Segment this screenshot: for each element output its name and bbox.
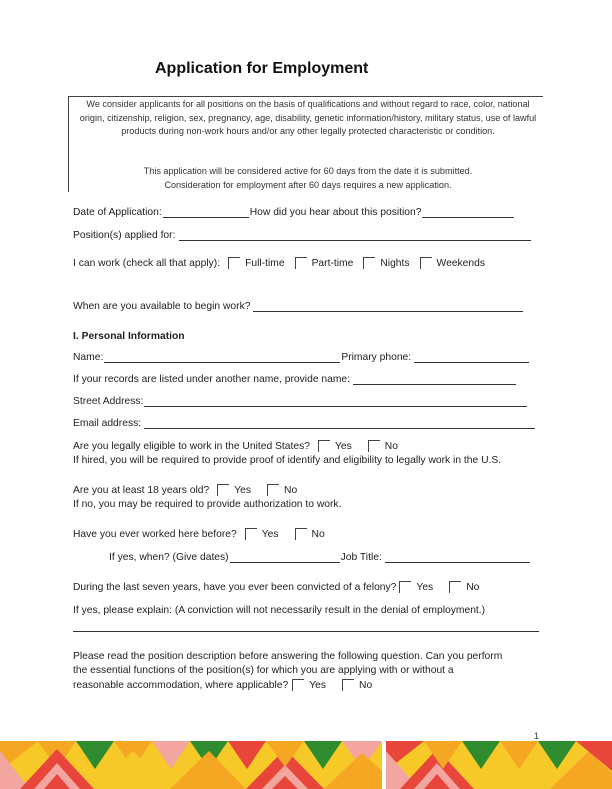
name-field[interactable] xyxy=(104,353,340,363)
eligible-question: Are you legally eligible to work in the United States? xyxy=(73,441,310,452)
age-question: Are you at least 18 years old? xyxy=(73,485,210,496)
name-label: Name: xyxy=(73,352,104,363)
street-address-label: Street Address: xyxy=(73,396,144,407)
worked-here-no-checkbox[interactable] xyxy=(295,528,307,540)
other-name-field[interactable] xyxy=(353,375,516,385)
reapply-note: Consideration for employment after 60 days requires a new application. xyxy=(164,179,452,190)
age-yes-checkbox[interactable] xyxy=(217,484,229,496)
job-title-field[interactable] xyxy=(385,553,530,563)
email-field[interactable] xyxy=(144,419,535,429)
felony-no-label: No xyxy=(466,582,480,593)
worked-here-no-label: No xyxy=(311,529,325,540)
worked-here-question: Have you ever worked here before? xyxy=(73,529,237,540)
if-yes-when-label: If yes, when? (Give dates) xyxy=(109,552,229,563)
positions-label: Position(s) applied for: xyxy=(73,230,176,241)
part-time-checkbox[interactable] xyxy=(295,257,307,269)
how-heard-field[interactable] xyxy=(422,208,514,218)
page-number: 1 xyxy=(534,731,540,741)
age-no-checkbox[interactable] xyxy=(267,484,279,496)
full-time-label: Full-time xyxy=(245,258,285,269)
can-work-label: I can work (check all that apply): xyxy=(73,258,221,269)
date-of-application-field[interactable] xyxy=(163,208,249,218)
positions-field[interactable] xyxy=(179,231,531,241)
primary-phone-label: Primary phone: xyxy=(341,352,412,363)
felony-yes-checkbox[interactable] xyxy=(399,581,411,593)
nights-checkbox[interactable] xyxy=(363,257,375,269)
weekends-checkbox[interactable] xyxy=(420,257,432,269)
eligible-no-label: No xyxy=(384,441,398,452)
weekends-label: Weekends xyxy=(436,258,485,269)
eligible-note: If hired, you will be required to provide proof of identify and eligibility to legally work in the U.S. xyxy=(73,455,502,466)
eligible-no-checkbox[interactable] xyxy=(368,440,380,452)
eeo-statement: We consider applicants for all positions on the basis of qualifications and without regard to race, color, national origin, citizenship, religion, sex, pregnancy, age, disability, genetic information/history, military status, use of lawful products during non-work hours and/or any other legally protected characteristic or condition. xyxy=(79,99,537,137)
age-yes-label: Yes xyxy=(234,485,252,496)
eligible-yes-label: Yes xyxy=(334,441,352,452)
felony-question: During the last seven years, have you ever been convicted of a felony? xyxy=(73,582,397,593)
nights-label: Nights xyxy=(380,258,410,269)
available-label: When are you available to begin work? xyxy=(73,301,251,312)
full-time-checkbox[interactable] xyxy=(228,257,240,269)
part-time-label: Part-time xyxy=(311,258,354,269)
worked-here-yes-label: Yes xyxy=(261,529,279,540)
worked-here-yes-checkbox[interactable] xyxy=(245,528,257,540)
essential-functions-line1: Please read the position description before answering the following question. Can you perform xyxy=(73,651,503,662)
essential-yes-label: Yes xyxy=(309,680,327,691)
active-period-note: This application will be considered active for 60 days from the date it is submitted. xyxy=(143,166,473,176)
job-title-label: Job Title: xyxy=(340,552,382,563)
primary-phone-field[interactable] xyxy=(414,353,529,363)
street-address-field[interactable] xyxy=(144,397,527,407)
eligible-yes-checkbox[interactable] xyxy=(318,440,330,452)
essential-functions-line3: reasonable accommodation, where applicable? xyxy=(73,680,289,691)
age-no-label: No xyxy=(284,485,298,496)
page-title: Application for Employment xyxy=(155,60,369,77)
age-note: If no, you may be required to provide authorization to work. xyxy=(73,499,342,510)
essential-yes-checkbox[interactable] xyxy=(292,679,304,691)
felony-yes-label: Yes xyxy=(416,582,434,593)
essential-no-checkbox[interactable] xyxy=(342,679,354,691)
date-of-application-label: Date of Application: xyxy=(73,207,162,218)
decorative-footer-banner xyxy=(0,741,612,789)
other-name-label: If your records are listed under another name, provide name: xyxy=(73,374,351,385)
how-heard-label: How did you hear about this position? xyxy=(249,207,422,218)
available-field[interactable] xyxy=(253,302,523,312)
eeo-notice-box xyxy=(68,96,543,192)
personal-info-heading: I. Personal Information xyxy=(73,331,185,342)
felony-explain-field[interactable] xyxy=(73,631,539,632)
felony-no-checkbox[interactable] xyxy=(449,581,461,593)
email-label: Email address: xyxy=(73,418,142,429)
essential-functions-line2: the essential functions of the position(s) for which you are applying with or without a xyxy=(73,665,454,676)
worked-dates-field[interactable] xyxy=(230,553,340,563)
essential-no-label: No xyxy=(359,680,373,691)
felony-explain-label: If yes, please explain: (A conviction will not necessarily result in the denial of employment.) xyxy=(73,605,486,616)
